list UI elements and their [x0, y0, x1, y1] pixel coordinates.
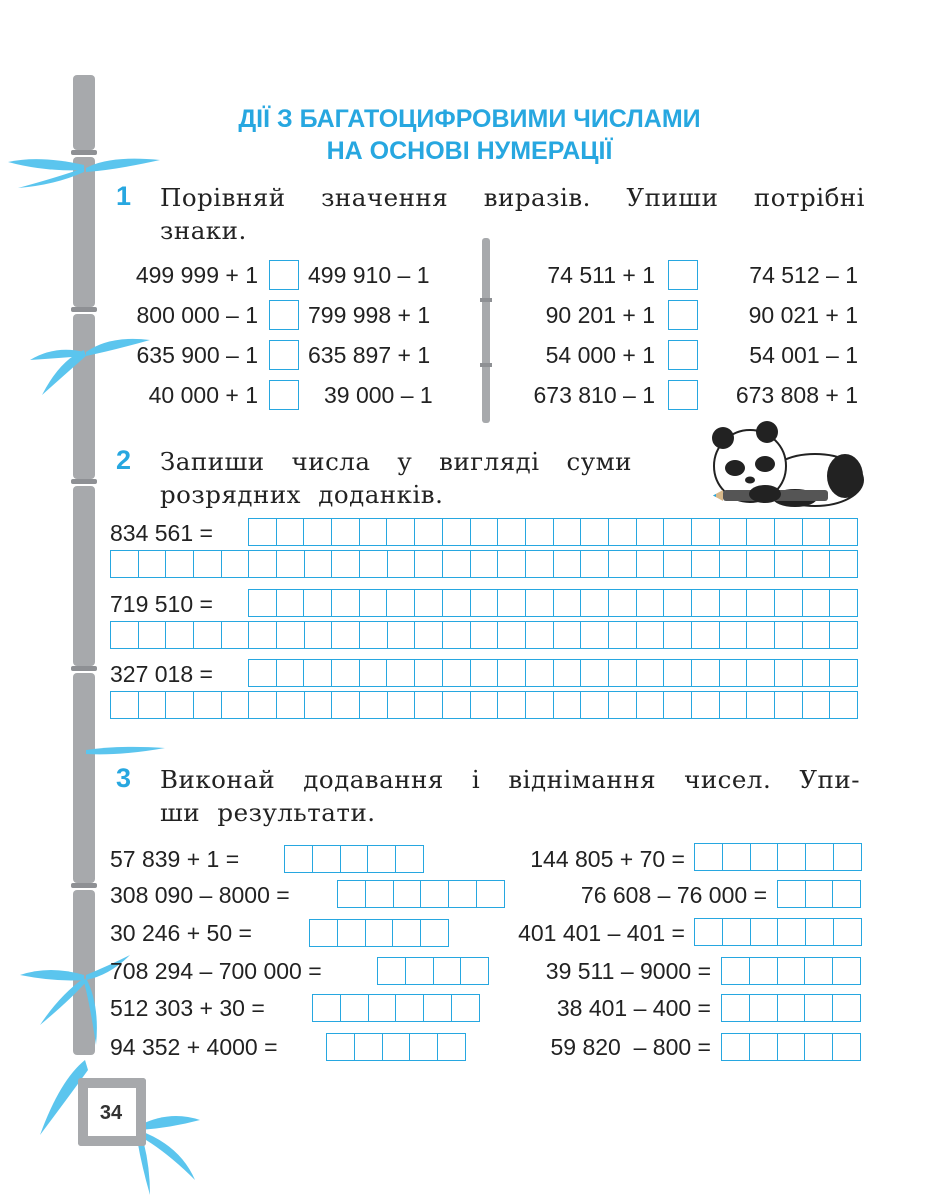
- answer-cell[interactable]: [581, 590, 609, 616]
- answer-cell[interactable]: [720, 622, 748, 648]
- task-1-instruction-line1: Порівняй значення виразів. Упиши потрібні: [160, 183, 865, 212]
- number-label: 719 510 =: [110, 591, 213, 617]
- answer-cell[interactable]: [194, 551, 222, 577]
- answer-cell[interactable]: [722, 995, 750, 1021]
- comparison-left-expr: 635 900 – 1: [136, 342, 258, 368]
- answer-cell[interactable]: [387, 590, 415, 616]
- title-line-2: НА ОСНОВІ НУМЕРАЦІЇ: [326, 137, 613, 165]
- answer-cell[interactable]: [747, 590, 775, 616]
- answer-cell[interactable]: [194, 622, 222, 648]
- bamboo-divider: [478, 238, 494, 423]
- answer-cell[interactable]: [341, 995, 369, 1021]
- answer-cell[interactable]: [526, 660, 554, 686]
- answer-cell[interactable]: [366, 881, 394, 907]
- comparison-sign-box[interactable]: [668, 300, 698, 330]
- page-number: 34: [99, 1102, 123, 1124]
- answer-cell[interactable]: [360, 622, 388, 648]
- comparison-left-expr: 499 999 + 1: [135, 262, 258, 288]
- answer-cell[interactable]: [830, 551, 858, 577]
- answer-grid[interactable]: [721, 1033, 861, 1061]
- answer-cell[interactable]: [166, 551, 194, 577]
- answer-grid[interactable]: [721, 994, 861, 1022]
- answer-cell[interactable]: [747, 551, 775, 577]
- answer-cell[interactable]: [396, 846, 424, 872]
- answer-cell[interactable]: [443, 660, 471, 686]
- answer-cell[interactable]: [360, 692, 388, 718]
- answer-cell[interactable]: [394, 881, 422, 907]
- answer-cell[interactable]: [747, 622, 775, 648]
- answer-cell[interactable]: [332, 590, 360, 616]
- answer-grid[interactable]: [777, 880, 861, 908]
- answer-cell[interactable]: [581, 660, 609, 686]
- answer-cell[interactable]: [387, 519, 415, 545]
- answer-cell[interactable]: [388, 622, 416, 648]
- comparison-right-expr: 39 000 – 1: [324, 382, 433, 408]
- answer-cell[interactable]: [692, 660, 720, 686]
- answer-cell[interactable]: [222, 551, 250, 577]
- answer-cell[interactable]: [720, 692, 748, 718]
- answer-cell[interactable]: [111, 692, 139, 718]
- answer-cell[interactable]: [581, 692, 609, 718]
- answer-grid[interactable]: [309, 919, 449, 947]
- answer-cell[interactable]: [327, 1034, 355, 1060]
- answer-cell[interactable]: [166, 622, 194, 648]
- answer-cell[interactable]: [421, 920, 449, 946]
- answer-cell[interactable]: [304, 519, 332, 545]
- page-title: [0, 103, 939, 167]
- answer-grid[interactable]: [248, 659, 858, 687]
- answer-cell[interactable]: [366, 920, 394, 946]
- answer-cell[interactable]: [750, 995, 778, 1021]
- answer-cell[interactable]: [778, 844, 806, 870]
- answer-cell[interactable]: [415, 519, 443, 545]
- answer-cell[interactable]: [778, 881, 806, 907]
- answer-cell[interactable]: [341, 846, 369, 872]
- expression-label: 30 246 + 50 =: [110, 920, 252, 946]
- answer-cell[interactable]: [664, 519, 692, 545]
- answer-cell[interactable]: [277, 660, 305, 686]
- task-3-number: 3: [116, 763, 132, 793]
- answer-cell[interactable]: [139, 551, 167, 577]
- answer-cell[interactable]: [803, 519, 831, 545]
- answer-grid[interactable]: [694, 843, 862, 871]
- answer-cell[interactable]: [554, 519, 582, 545]
- answer-cell[interactable]: [609, 551, 637, 577]
- answer-cell[interactable]: [277, 551, 305, 577]
- answer-cell[interactable]: [355, 1034, 383, 1060]
- expression-label: 308 090 – 8000 =: [110, 882, 290, 908]
- answer-cell[interactable]: [498, 551, 526, 577]
- answer-cell[interactable]: [393, 920, 421, 946]
- answer-cell[interactable]: [498, 660, 526, 686]
- answer-cell[interactable]: [249, 692, 277, 718]
- answer-cell[interactable]: [805, 958, 833, 984]
- answer-cell[interactable]: [775, 519, 803, 545]
- answer-cell[interactable]: [803, 551, 831, 577]
- answer-cell[interactable]: [277, 692, 305, 718]
- answer-cell[interactable]: [554, 660, 582, 686]
- answer-cell[interactable]: [803, 590, 831, 616]
- answer-cell[interactable]: [332, 551, 360, 577]
- answer-cell[interactable]: [747, 519, 775, 545]
- answer-cell[interactable]: [249, 622, 277, 648]
- answer-cell[interactable]: [554, 590, 582, 616]
- answer-cell[interactable]: [471, 660, 499, 686]
- answer-cell[interactable]: [805, 1034, 833, 1060]
- answer-cell[interactable]: [637, 551, 665, 577]
- answer-cell[interactable]: [830, 622, 858, 648]
- answer-cell[interactable]: [388, 551, 416, 577]
- answer-cell[interactable]: [803, 660, 831, 686]
- answer-cell[interactable]: [637, 660, 665, 686]
- answer-cell[interactable]: [833, 958, 861, 984]
- answer-cell[interactable]: [778, 958, 806, 984]
- answer-cell[interactable]: [778, 919, 806, 945]
- answer-cell[interactable]: [637, 519, 665, 545]
- expression-label: 512 303 + 30 =: [110, 995, 265, 1021]
- answer-cell[interactable]: [720, 551, 748, 577]
- comparison-right-expr: 74 512 – 1: [749, 262, 858, 288]
- answer-cell[interactable]: [443, 622, 471, 648]
- answer-cell[interactable]: [277, 622, 305, 648]
- answer-cell[interactable]: [803, 692, 831, 718]
- answer-cell[interactable]: [249, 660, 277, 686]
- answer-cell[interactable]: [775, 622, 803, 648]
- expression-label: 59 820 – 800 =: [550, 1034, 711, 1060]
- answer-grid[interactable]: [248, 518, 858, 546]
- comparison-sign-box[interactable]: [269, 260, 299, 290]
- answer-cell[interactable]: [471, 519, 499, 545]
- answer-cell[interactable]: [194, 692, 222, 718]
- answer-cell[interactable]: [360, 660, 388, 686]
- answer-cell[interactable]: [806, 844, 834, 870]
- answer-cell[interactable]: [775, 590, 803, 616]
- answer-cell[interactable]: [369, 995, 397, 1021]
- answer-cell[interactable]: [692, 519, 720, 545]
- task-1-number: 1: [116, 181, 132, 211]
- expression-label: 144 805 + 70 =: [530, 846, 685, 872]
- answer-grid[interactable]: [110, 621, 858, 649]
- answer-cell[interactable]: [723, 919, 751, 945]
- expression-label: 57 839 + 1 =: [110, 846, 240, 872]
- answer-cell[interactable]: [805, 995, 833, 1021]
- answer-cell[interactable]: [833, 881, 861, 907]
- answer-cell[interactable]: [383, 1034, 411, 1060]
- panda-illustration: [705, 418, 870, 510]
- answer-cell[interactable]: [526, 551, 554, 577]
- expression-label: 401 401 – 401 =: [518, 920, 685, 946]
- answer-cell[interactable]: [526, 590, 554, 616]
- answer-grid[interactable]: [110, 691, 858, 719]
- answer-cell[interactable]: [554, 551, 582, 577]
- task-2-instruction-line2: розрядних доданків.: [160, 480, 444, 509]
- comparison-left-expr: 74 511 + 1: [547, 262, 655, 288]
- answer-cell[interactable]: [410, 1034, 438, 1060]
- answer-cell[interactable]: [747, 660, 775, 686]
- comparison-right-expr: 90 021 + 1: [748, 302, 858, 328]
- answer-cell[interactable]: [609, 660, 637, 686]
- answer-cell[interactable]: [637, 590, 665, 616]
- answer-cell[interactable]: [388, 692, 416, 718]
- answer-cell[interactable]: [438, 1034, 466, 1060]
- answer-grid[interactable]: [377, 957, 489, 985]
- answer-cell[interactable]: [554, 692, 582, 718]
- answer-cell[interactable]: [360, 590, 388, 616]
- answer-cell[interactable]: [692, 692, 720, 718]
- answer-grid[interactable]: [284, 845, 424, 873]
- answer-cell[interactable]: [833, 995, 861, 1021]
- comparison-left-expr: 54 000 + 1: [545, 342, 655, 368]
- expression-label: 76 608 – 76 000 =: [580, 882, 767, 908]
- answer-cell[interactable]: [806, 881, 834, 907]
- answer-cell[interactable]: [222, 692, 250, 718]
- answer-cell[interactable]: [830, 519, 858, 545]
- answer-cell[interactable]: [664, 692, 692, 718]
- answer-cell[interactable]: [111, 551, 139, 577]
- answer-cell[interactable]: [249, 551, 277, 577]
- answer-cell[interactable]: [526, 519, 554, 545]
- answer-cell[interactable]: [332, 692, 360, 718]
- answer-cell[interactable]: [338, 881, 366, 907]
- comparison-sign-box[interactable]: [668, 380, 698, 410]
- answer-cell[interactable]: [695, 919, 723, 945]
- answer-cell[interactable]: [775, 692, 803, 718]
- answer-cell[interactable]: [378, 958, 406, 984]
- answer-cell[interactable]: [360, 551, 388, 577]
- answer-cell[interactable]: [581, 622, 609, 648]
- answer-cell[interactable]: [720, 660, 748, 686]
- answer-cell[interactable]: [526, 622, 554, 648]
- expression-label: 708 294 – 700 000 =: [110, 958, 322, 984]
- answer-cell[interactable]: [249, 519, 277, 545]
- answer-cell[interactable]: [750, 1034, 778, 1060]
- answer-cell[interactable]: [387, 660, 415, 686]
- answer-cell[interactable]: [368, 846, 396, 872]
- answer-cell[interactable]: [664, 660, 692, 686]
- answer-cell[interactable]: [498, 519, 526, 545]
- title-line-1: ДІЇ З БАГАТОЦИФРОВИМИ ЧИСЛАМИ: [238, 105, 701, 133]
- answer-cell[interactable]: [415, 551, 443, 577]
- answer-cell[interactable]: [452, 995, 480, 1021]
- answer-cell[interactable]: [498, 590, 526, 616]
- answer-cell[interactable]: [778, 1034, 806, 1060]
- comparison-right-expr: 54 001 – 1: [749, 342, 858, 368]
- comparison-right-expr: 673 808 + 1: [735, 382, 858, 408]
- answer-cell[interactable]: [609, 692, 637, 718]
- answer-cell[interactable]: [166, 692, 194, 718]
- answer-cell[interactable]: [222, 622, 250, 648]
- expression-label: 94 352 + 4000 =: [110, 1034, 278, 1060]
- expression-label: 39 511 – 9000 =: [545, 958, 711, 984]
- answer-cell[interactable]: [833, 1034, 861, 1060]
- answer-cell[interactable]: [609, 622, 637, 648]
- answer-cell[interactable]: [722, 958, 750, 984]
- task-2-instruction-line1: Запиши числа у вигляді суми: [160, 447, 632, 476]
- comparison-right-expr: 799 998 + 1: [308, 302, 431, 328]
- answer-cell[interactable]: [498, 692, 526, 718]
- answer-cell[interactable]: [406, 958, 434, 984]
- answer-cell[interactable]: [304, 590, 332, 616]
- answer-cell[interactable]: [471, 551, 499, 577]
- answer-cell[interactable]: [313, 995, 341, 1021]
- answer-cell[interactable]: [637, 622, 665, 648]
- answer-cell[interactable]: [695, 844, 723, 870]
- answer-cell[interactable]: [396, 995, 424, 1021]
- answer-cell[interactable]: [415, 660, 443, 686]
- answer-cell[interactable]: [471, 622, 499, 648]
- answer-cell[interactable]: [664, 622, 692, 648]
- answer-cell[interactable]: [692, 622, 720, 648]
- answer-cell[interactable]: [415, 692, 443, 718]
- comparison-right-expr: 635 897 + 1: [308, 342, 431, 368]
- answer-cell[interactable]: [834, 844, 862, 870]
- answer-cell[interactable]: [332, 660, 360, 686]
- answer-cell[interactable]: [415, 622, 443, 648]
- answer-cell[interactable]: [249, 590, 277, 616]
- answer-cell[interactable]: [332, 519, 360, 545]
- answer-cell[interactable]: [722, 1034, 750, 1060]
- answer-grid[interactable]: [326, 1033, 466, 1061]
- answer-cell[interactable]: [471, 590, 499, 616]
- answer-cell[interactable]: [313, 846, 341, 872]
- answer-cell[interactable]: [498, 622, 526, 648]
- answer-cell[interactable]: [720, 519, 748, 545]
- answer-cell[interactable]: [443, 551, 471, 577]
- answer-cell[interactable]: [338, 920, 366, 946]
- comparison-sign-box[interactable]: [269, 380, 299, 410]
- number-label: 834 561 =: [110, 520, 213, 546]
- number-label: 327 018 =: [110, 661, 213, 687]
- answer-cell[interactable]: [332, 622, 360, 648]
- answer-cell[interactable]: [139, 622, 167, 648]
- answer-cell[interactable]: [664, 551, 692, 577]
- answer-cell[interactable]: [723, 844, 751, 870]
- answer-cell[interactable]: [443, 590, 471, 616]
- comparison-left-expr: 673 810 – 1: [533, 382, 655, 408]
- answer-cell[interactable]: [830, 590, 858, 616]
- answer-cell[interactable]: [443, 519, 471, 545]
- answer-cell[interactable]: [609, 590, 637, 616]
- answer-cell[interactable]: [803, 622, 831, 648]
- answer-cell[interactable]: [720, 590, 748, 616]
- answer-cell[interactable]: [637, 692, 665, 718]
- answer-cell[interactable]: [751, 844, 779, 870]
- answer-grid[interactable]: [248, 589, 858, 617]
- answer-cell[interactable]: [415, 590, 443, 616]
- answer-cell[interactable]: [305, 551, 333, 577]
- comparison-sign-box[interactable]: [269, 300, 299, 330]
- answer-cell[interactable]: [424, 995, 452, 1021]
- answer-cell[interactable]: [471, 692, 499, 718]
- answer-cell[interactable]: [310, 920, 338, 946]
- task-1-instruction-line2: знаки.: [160, 216, 247, 245]
- task-2-number: 2: [116, 445, 132, 475]
- answer-cell[interactable]: [609, 519, 637, 545]
- answer-cell[interactable]: [449, 881, 477, 907]
- answer-cell[interactable]: [434, 958, 462, 984]
- answer-cell[interactable]: [285, 846, 313, 872]
- expression-label: 38 401 – 400 =: [556, 995, 711, 1021]
- comparison-right-expr: 499 910 – 1: [308, 262, 430, 288]
- answer-cell[interactable]: [664, 590, 692, 616]
- answer-grid[interactable]: [110, 550, 858, 578]
- answer-cell[interactable]: [111, 622, 139, 648]
- answer-cell[interactable]: [750, 958, 778, 984]
- answer-cell[interactable]: [421, 881, 449, 907]
- answer-cell[interactable]: [443, 692, 471, 718]
- answer-cell[interactable]: [305, 622, 333, 648]
- comparison-sign-box[interactable]: [269, 340, 299, 370]
- answer-cell[interactable]: [834, 919, 862, 945]
- answer-cell[interactable]: [692, 590, 720, 616]
- answer-grid[interactable]: [694, 918, 862, 946]
- comparison-sign-box[interactable]: [668, 340, 698, 370]
- comparison-sign-box[interactable]: [668, 260, 698, 290]
- answer-cell[interactable]: [360, 519, 388, 545]
- answer-cell[interactable]: [775, 551, 803, 577]
- answer-cell[interactable]: [581, 519, 609, 545]
- answer-cell[interactable]: [554, 622, 582, 648]
- answer-grid[interactable]: [721, 957, 861, 985]
- answer-cell[interactable]: [778, 995, 806, 1021]
- bamboo-stalk: [71, 75, 97, 1055]
- answer-cell[interactable]: [304, 660, 332, 686]
- comparison-left-expr: 40 000 + 1: [148, 382, 258, 408]
- answer-cell[interactable]: [830, 660, 858, 686]
- answer-cell[interactable]: [775, 660, 803, 686]
- answer-cell[interactable]: [751, 919, 779, 945]
- comparison-left-expr: 90 201 + 1: [545, 302, 655, 328]
- answer-cell[interactable]: [277, 590, 305, 616]
- answer-cell[interactable]: [806, 919, 834, 945]
- task-3-instruction-line2: ши результати.: [160, 798, 376, 827]
- answer-cell[interactable]: [277, 519, 305, 545]
- answer-cell[interactable]: [747, 692, 775, 718]
- answer-cell[interactable]: [692, 551, 720, 577]
- answer-cell[interactable]: [526, 692, 554, 718]
- answer-cell[interactable]: [139, 692, 167, 718]
- answer-cell[interactable]: [830, 692, 858, 718]
- answer-cell[interactable]: [305, 692, 333, 718]
- answer-grid[interactable]: [312, 994, 480, 1022]
- comparison-left-expr: 800 000 – 1: [136, 302, 258, 328]
- answer-cell[interactable]: [581, 551, 609, 577]
- task-3-instruction-line1: Виконай додавання і віднімання чисел. Упи-: [160, 765, 860, 794]
